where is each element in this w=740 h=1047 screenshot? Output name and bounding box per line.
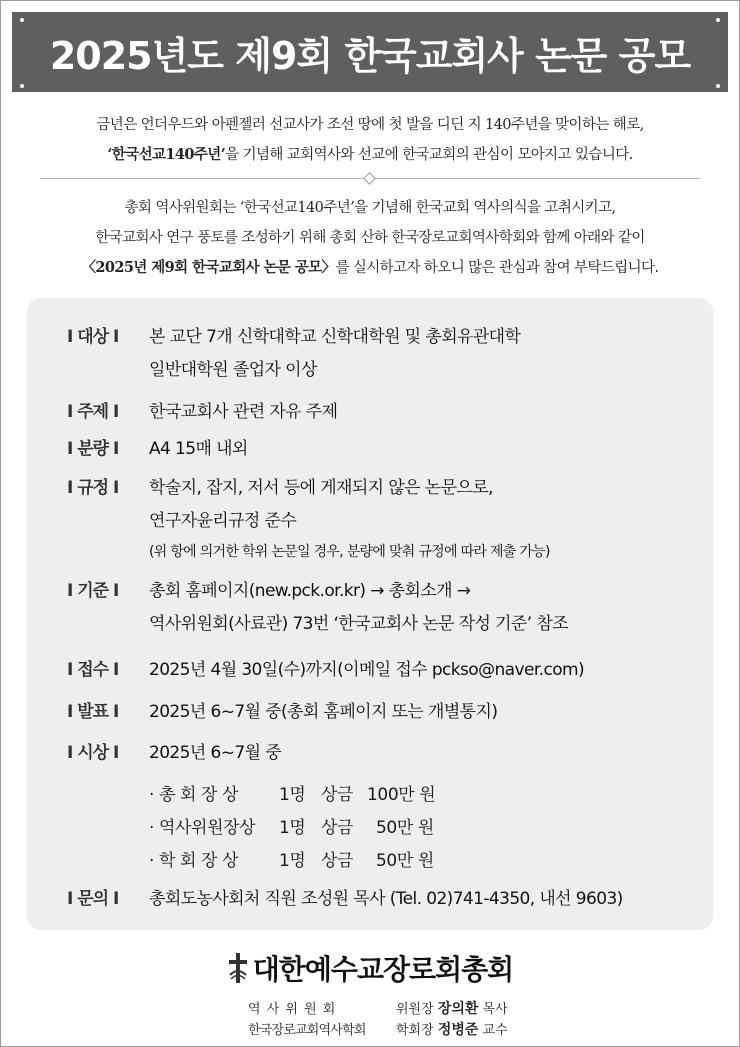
signature-name: 장의환 — [437, 1001, 479, 1017]
banner-corner-dot — [20, 18, 24, 22]
signature-line-society — [248, 1019, 508, 1039]
detail-text: 본 교단 7개 신학대학교 신학대학원 및 총회유관대학 — [149, 327, 521, 347]
title-banner — [12, 12, 728, 92]
prize-name: · 역사위원장상 — [149, 818, 256, 838]
prize-count: 1명 — [279, 851, 306, 871]
detail-label: I 문의 I — [67, 889, 119, 909]
intro-line — [28, 140, 712, 170]
banner-corner-dot — [20, 84, 24, 88]
intro-emphasis: 〈2025년 제9회 한국교회사 논문 공모〉 — [81, 259, 336, 276]
detail-label: I 발표 I — [67, 702, 119, 722]
detail-text: 총회도농사회처 직원 조성원 목사 (Tel. 02)741-4350, 내선 9603) — [149, 889, 623, 909]
prize-amount: 100만 원 — [367, 785, 436, 805]
intro-line: 총회 역사위원회는 ‘한국선교140주년’을 기념해 한국교회 역사의식을 고취시키고, — [124, 200, 616, 216]
intro-paragraph-2 — [28, 193, 712, 283]
prize-money-label: 상금 — [321, 818, 354, 838]
intro-line: 금년은 언더우드와 아펜젤러 선교사가 조선 땅에 첫 발을 디딘 지 140주년을 맞이하는 해로, — [96, 117, 644, 133]
prize-count: 1명 — [279, 785, 306, 805]
church-cross-logo-icon — [227, 953, 249, 983]
intro-line: 한국교회사 연구 풍토를 조성하기 위해 총회 산하 한국장로교회역사학회와 함께 아래와 같이 — [95, 230, 645, 246]
detail-label: I 분량 I — [67, 439, 119, 459]
signature-org: 역 사 위 원 회 — [248, 1002, 337, 1017]
intro-emphasis: ‘한국선교140주년’ — [107, 146, 226, 163]
detail-text: 2025년 4월 30일(수)까지(이메일 접수 pckso@naver.com) — [149, 660, 584, 680]
prize-money-label: 상금 — [321, 785, 354, 805]
prize-count: 1명 — [279, 818, 306, 838]
intro-text: 를 실시하고자 하오니 많은 관심과 참여 부탁드립니다. — [335, 260, 659, 276]
banner-corner-dot — [716, 84, 720, 88]
signature-title: 교수 — [482, 1023, 508, 1038]
detail-text: 연구자윤리규정 준수 — [149, 511, 297, 531]
details-panel — [27, 298, 713, 930]
prize-name: · 총 회 장 상 — [149, 785, 239, 805]
intro-paragraph-1 — [28, 110, 712, 170]
prize-name: · 학 회 장 상 — [149, 851, 239, 871]
prize-amount: 50만 원 — [376, 851, 434, 871]
signature-line-committee — [248, 998, 508, 1018]
intro-line — [28, 253, 712, 283]
page-title: 2025년도 제9회 한국교회사 논문 공모 — [49, 33, 691, 78]
detail-text: 2025년 6~7월 중 — [149, 743, 282, 763]
detail-label: I 접수 I — [67, 660, 119, 680]
detail-label: I 주제 I — [67, 402, 119, 422]
organization-name — [0, 948, 740, 988]
detail-text: 학술지, 잡지, 저서 등에 게재되지 않은 논문으로, — [149, 478, 493, 498]
detail-text: A4 15매 내외 — [149, 439, 248, 459]
prize-amount: 50만 원 — [376, 818, 434, 838]
intro-text: 을 기념해 교회역사와 선교에 한국교회의 관심이 모아지고 있습니다. — [225, 147, 633, 163]
prize-money-label: 상금 — [321, 851, 354, 871]
detail-text: 한국교회사 관련 자유 주제 — [149, 402, 338, 422]
detail-label: I 시상 I — [67, 743, 119, 763]
organization-text: 대한예수교장로회총회 — [252, 953, 514, 986]
signature-role: 위원장 — [396, 1002, 434, 1017]
detail-label: I 대상 I — [67, 327, 119, 347]
detail-text: 일반대학원 졸업자 이상 — [149, 360, 317, 380]
banner-corner-dot — [716, 18, 720, 22]
detail-text: 역사위원회(사료관) 73번 ‘한국교회사 논문 작성 기준’ 참조 — [149, 614, 569, 634]
detail-text: 2025년 6~7월 중(총회 홈페이지 또는 개별통지) — [149, 702, 498, 722]
detail-label: I 기준 I — [67, 581, 119, 601]
signature-name: 정병준 — [437, 1022, 479, 1038]
signature-role: 학회장 — [396, 1023, 434, 1038]
signature-org: 한국장로교회역사학회 — [248, 1023, 366, 1038]
detail-note: (위 항에 의거한 학위 논문일 경우, 분량에 맞춰 규정에 따라 제출 가능) — [149, 544, 550, 560]
detail-label: I 규정 I — [67, 478, 119, 498]
detail-text: 총회 홈페이지(new.pck.or.kr) → 총회소개 → — [149, 581, 471, 601]
signature-title: 목사 — [482, 1002, 508, 1017]
